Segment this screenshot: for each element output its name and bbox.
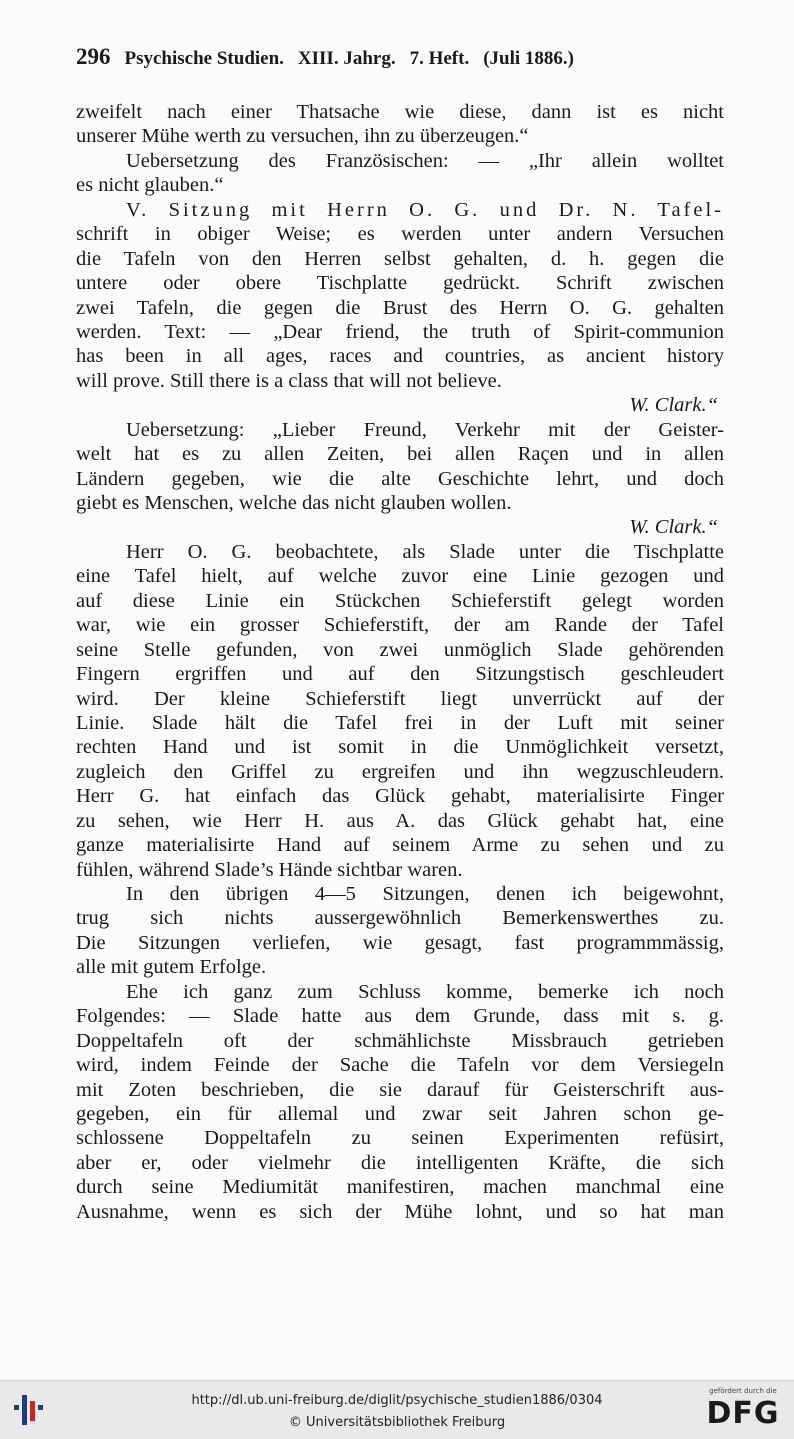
text-line: will prove. Still there is a class that will not believe. [76,369,502,392]
text-line: aber er, oder vielmehr die intelligenten Kräfte, die sich [76,1151,724,1174]
copyright-notice: © Universitätsbibliothek Freiburg [288,1415,506,1430]
text-line: zweifelt nach einer Thatsache wie diese, dann ist es nicht [76,101,724,123]
text-line: wird. Der kleine Schieferstift liegt unverrückt auf der [76,687,724,710]
text-line: has been in all ages, races and countries, as ancient history [76,345,724,368]
text-line: Fingern ergriffen und auf den Sitzungstisch geschleudert [76,663,724,686]
text-line: wird, indem Feinde der Sache die Tafeln vor dem Versiegeln [76,1054,724,1077]
text-line: seine Stelle gefunden, von zwei unmöglich Slade gehörenden [76,638,724,661]
journal-title: Psychische Studien. [124,48,284,69]
text-line: giebt es Menschen, welche das nicht glauben wollen. [76,492,512,514]
text-line: zugleich den Griffel zu ergreifen und ihn wegzuschleudern. [76,760,724,783]
text-line: Ländern gegeben, wie die alte Geschichte lehrt, und doch [76,467,724,490]
text-line: die Tafeln von den Herren selbst gehalten, d. h. gegen die [76,247,724,270]
text-line: Linie. Slade hält die Tafel frei in der Luft mit seiner [76,711,724,734]
text-line: Folgendes: — Slade hatte aus dem Grunde, dass mit s. g. [76,1005,724,1028]
text-line: unserer Mühe werth zu versuchen, ihn zu überzeugen.“ [76,125,529,148]
text-line: mit Zoten beschrieben, die sie darauf für Geisterschrift aus- [76,1078,724,1101]
dfg-logo[interactable]: DFG [706,1396,780,1431]
viewer-footer [0,1380,794,1439]
text-line: Uebersetzung: „Lieber Freund, Verkehr mit der Geister- [126,418,724,441]
text-line: fühlen, während Slade’s Hände sichtbar waren. [76,858,463,881]
text-line: gegeben, ein für allemal und zwar seit Jahren schon ge- [76,1102,724,1125]
text-line: welt hat es zu allen Zeiten, bei allen Raçen und in allen [76,443,724,466]
text-line: V. Sitzung mit Herrn O. G. und Dr. N. Tafel- [126,198,724,221]
dfg-caption: gefördert durch die [709,1387,777,1395]
text-line: war, wie ein grosser Schieferstift, der am Rande der Tafel [76,614,724,637]
running-header [76,44,721,70]
text-line: werden. Text: — „Dear friend, the truth of Spirit-communion [76,320,724,343]
page-number: 296 [76,44,111,69]
text-line: Herr O. G. beobachtete, als Slade unter die Tischplatte [126,540,724,563]
text-line: Herr G. hat einfach das Glück gehabt, materialisirte Finger [76,785,724,808]
text-line: Die Sitzungen verliefen, wie gesagt, fast programmmässig, [76,931,724,954]
text-line: ganze materialisirte Hand auf seinem Arme zu sehen und zu [76,834,724,857]
issue: 7. Heft. [409,48,470,69]
body-text [76,100,724,1224]
text-line: auf diese Linie ein Stückchen Schieferstift gelegt worden [76,589,724,612]
text-line: eine Tafel hielt, auf welche zuvor eine Linie gezogen und [76,565,724,588]
text-line: rechten Hand und ist somit in die Unmöglichkeit versetzt, [76,736,724,759]
text-line: Ausnahme, wenn es sich der Mühe lohnt, und so hat man [76,1200,724,1223]
text-line: alle mit gutem Erfolge. [76,956,267,979]
text-line: schlossene Doppeltafeln zu seinen Experimenten refüsirt, [76,1127,724,1150]
text-line: es nicht glauben.“ [76,174,224,197]
text-line: zwei Tafeln, die gegen die Brust des Herrn O. G. gehalten [76,296,724,319]
permalink-url[interactable]: http://dl.ub.uni-freiburg.de/diglit/psychische_studien1886/0304 [191,1393,603,1408]
signature-line: W. Clark.“ [629,394,718,417]
text-line: Ehe ich ganz zum Schluss komme, bemerke ich noch [126,980,724,1003]
text-line: schrift in obiger Weise; es werden unter andern Versuchen [76,223,724,246]
signature-line: W. Clark.“ [629,516,718,539]
text-line: durch seine Mediumität manifestiren, machen manchmal eine [76,1176,724,1199]
text-line: trug sich nichts aussergewöhnlich Bemerkenswerthes zu. [76,907,724,930]
volume: XIII. Jahrg. [297,48,396,69]
text-line: Doppeltafeln oft der schmählichste Missbrauch getrieben [76,1029,724,1052]
text-line: Uebersetzung des Französischen: — „Ihr allein wolltet [126,149,724,172]
text-line: In den übrigen 4—5 Sitzungen, denen ich beigewohnt, [126,883,724,905]
issue-date: (Juli 1886.) [483,48,574,69]
text-line: untere oder obere Tischplatte gedrückt. Schrift zwischen [76,272,724,295]
text-line: zu sehen, wie Herr H. aus A. das Glück gehabt hat, eine [76,809,724,832]
